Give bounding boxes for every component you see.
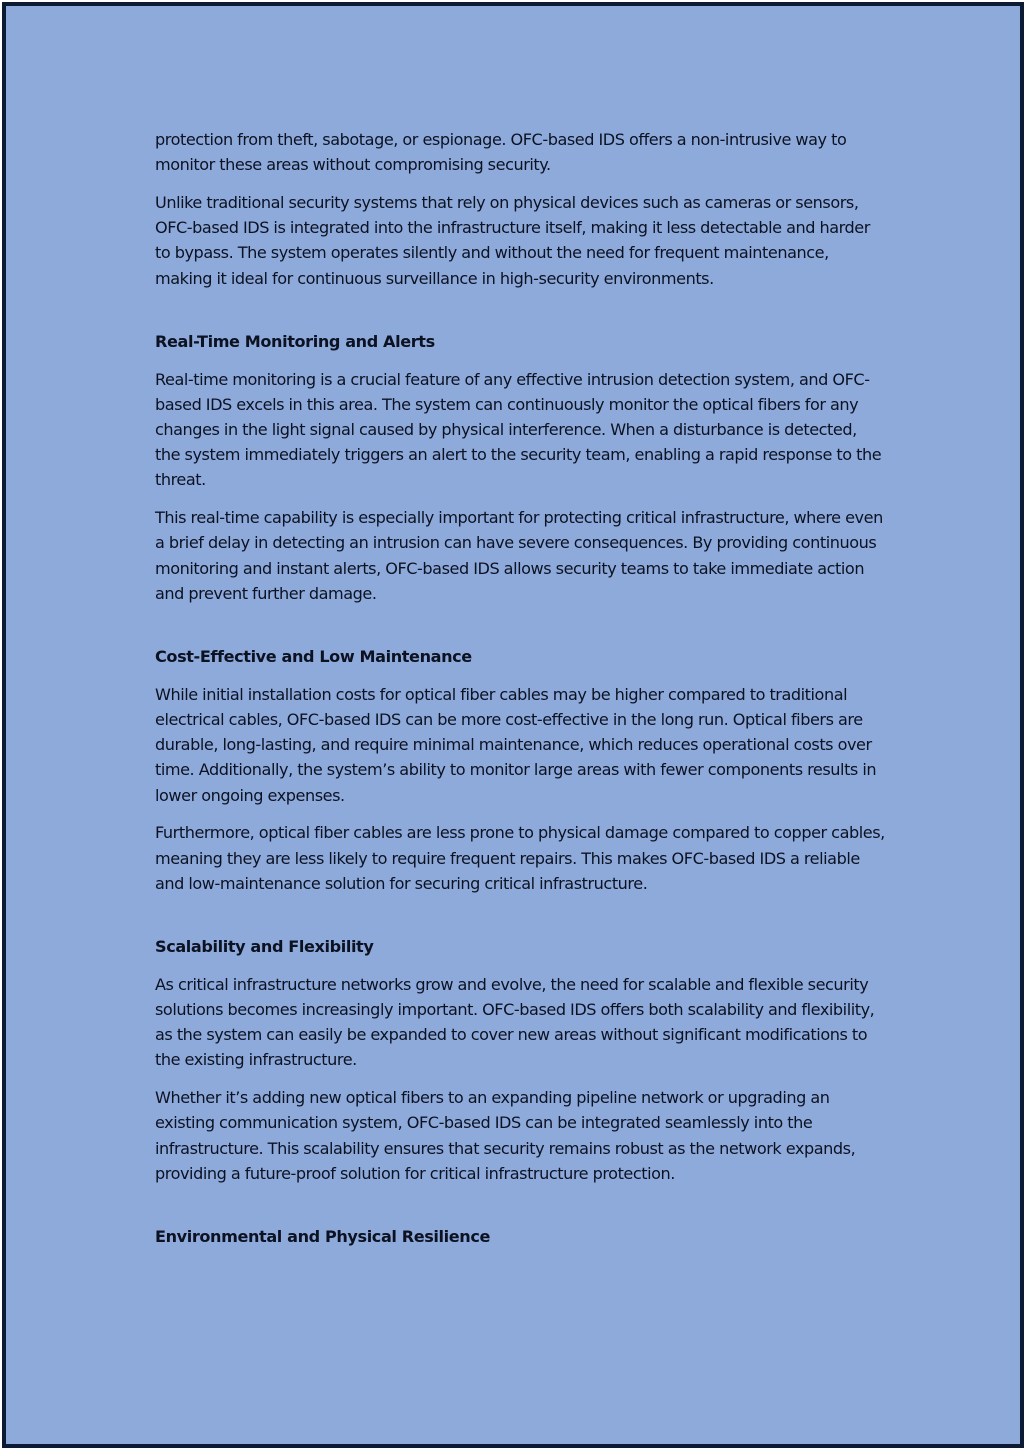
paragraph: Real-time monitoring is a crucial feature of any effective intrusion detection system, and OFC-based IDS excels in this area. The system can continuously monitor the optical fibers for any changes in the light signal caused by physical interference. When a disturbance is detected, the system immediately triggers an alert to the security team, enabling a rapid response to the threat. [155,369,882,490]
paragraph: Unlike traditional security systems that rely on physical devices such as cameras or sensors, OFC-based IDS is integrated into the infrastructure itself, making it less detectable and harder to bypass. The system operates silently and without the need for frequent maintenance, making it ideal for continuous surveillance in high-security environments. [155,193,870,288]
section-heading: Cost-Effective and Low Maintenance [155,647,472,667]
section-heading: Environmental and Physical Resilience [155,1227,490,1247]
paragraph: Furthermore, optical fiber cables are less prone to physical damage compared to copper cables, meaning they are less likely to require frequent repairs. This makes OFC-based IDS a reliable and low-maintenance solution for securing critical infrastructure. [155,823,885,893]
section-heading: Scalability and Flexibility [155,937,374,957]
section-heading: Real-Time Monitoring and Alerts [155,331,435,351]
paragraph: While initial installation costs for optical fiber cables may be higher compared to traditional electrical cables, OFC-based IDS can be more cost-effective in the long run. Optical fibers are durable, long-lasting, and require minimal maintenance, which reduces operational costs over time. Additionally, the system’s ability to monitor large areas with fewer components results in lower ongoing expenses. [155,684,877,805]
paragraph: protection from theft, sabotage, or espionage. OFC-based IDS offers a non-intrusive way to monitor these areas without compromising security. [155,130,847,175]
paragraph: As critical infrastructure networks grow and evolve, the need for scalable and flexible security solutions becomes increasingly important. OFC-based IDS offers both scalability and flexibility, as the system can easily be expanded to cover new areas without significant modifications to the existing infrastructure. [155,974,875,1070]
document-body [155,127,885,1262]
paragraph: Whether it’s adding new optical fibers to an expanding pipeline network or upgrading an existing communication system, OFC-based IDS can be integrated seamlessly into the infrastructure. This scalability ensures that security remains robust as the network expands, providing a future-proof solution for critical infrastructure protection. [155,1088,856,1183]
paragraph: This real-time capability is especially important for protecting critical infrastructure, where even a brief delay in detecting an intrusion can have severe consequences. By providing continuous monitoring and instant alerts, OFC-based IDS allows security teams to take immediate action and prevent further damage. [155,508,883,603]
page [2,2,1024,1448]
